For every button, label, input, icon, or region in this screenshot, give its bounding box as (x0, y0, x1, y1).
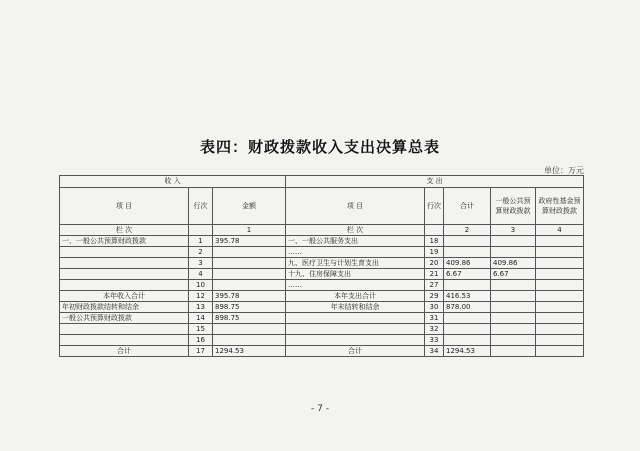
income-amount-cell (213, 280, 286, 291)
table-row (60, 280, 584, 291)
table-row (60, 313, 584, 324)
income-item-cell: 一、一般公共预算财政拨款 (60, 236, 189, 247)
expense-total-cell: 6.67 (444, 269, 491, 280)
gov-fund-cell (536, 258, 584, 269)
expense-item-cell: 一、一般公共服务支出 (286, 236, 425, 247)
gov-fund-cell (536, 324, 584, 335)
table-row (60, 291, 584, 302)
income-header: 收 入 (60, 176, 286, 188)
general-budget-cell (491, 291, 536, 302)
expense-item-header: 项 目 (286, 188, 425, 225)
general-budget-header: 一般公共预算财政拨款 (491, 188, 536, 225)
income-col-index-amount: 1 (213, 225, 286, 236)
income-col-index-label: 栏 次 (60, 225, 189, 236)
income-item-cell (60, 324, 189, 335)
page-number: - 7 - (311, 404, 329, 414)
general-budget-cell (491, 324, 536, 335)
income-amount-cell: 898.75 (213, 313, 286, 324)
expense-total-cell (444, 324, 491, 335)
table-row (60, 258, 584, 269)
expense-item-cell (286, 335, 425, 346)
expense-rowno-cell: 30 (425, 302, 444, 313)
table-title: 表四：财政拨款收入支出决算总表 (199, 138, 440, 156)
income-item-cell (60, 269, 189, 280)
income-col-index-blank (189, 225, 213, 236)
table-row (60, 302, 584, 313)
expense-header: 支 出 (286, 176, 584, 188)
income-item-header: 项 目 (60, 188, 189, 225)
expense-total-cell (444, 313, 491, 324)
gov-fund-cell (536, 302, 584, 313)
gov-fund-cell (536, 247, 584, 258)
income-rowno-cell: 2 (189, 247, 213, 258)
expense-total-cell: 878.00 (444, 302, 491, 313)
general-budget-cell (491, 280, 536, 291)
table-row (60, 335, 584, 346)
expense-rowno-cell: 27 (425, 280, 444, 291)
income-item-cell: 合计 (60, 346, 189, 357)
expense-item-cell: 九、医疗卫生与计划生育支出 (286, 258, 425, 269)
income-rowno-cell: 15 (189, 324, 213, 335)
expense-col-index-fund: 4 (536, 225, 584, 236)
income-item-cell (60, 280, 189, 291)
expense-item-cell: …… (286, 280, 425, 291)
expense-item-cell: 年末结转和结余 (286, 302, 425, 313)
income-rowno-cell: 3 (189, 258, 213, 269)
expense-col-index-total: 2 (444, 225, 491, 236)
expense-col-index-blank (425, 225, 444, 236)
expense-total-cell (444, 335, 491, 346)
gov-fund-cell (536, 291, 584, 302)
income-rowno-cell: 4 (189, 269, 213, 280)
expense-item-cell (286, 324, 425, 335)
expense-rowno-cell: 29 (425, 291, 444, 302)
header-row-columns (60, 188, 584, 225)
income-item-cell (60, 258, 189, 269)
expense-rowno-cell: 32 (425, 324, 444, 335)
gov-fund-cell (536, 335, 584, 346)
expense-item-cell: …… (286, 247, 425, 258)
header-row-top (60, 176, 584, 188)
expense-total-cell: 409.86 (444, 258, 491, 269)
gov-fund-cell (536, 280, 584, 291)
income-amount-cell (213, 269, 286, 280)
income-rowno-cell: 1 (189, 236, 213, 247)
general-budget-cell (491, 247, 536, 258)
table-row (60, 346, 584, 357)
expense-total-header: 合计 (444, 188, 491, 225)
general-budget-cell (491, 346, 536, 357)
expense-total-cell (444, 236, 491, 247)
income-rowno-cell: 12 (189, 291, 213, 302)
gov-fund-cell (536, 313, 584, 324)
income-amount-cell: 1294.53 (213, 346, 286, 357)
unit-label: 单位：万元 (544, 166, 584, 175)
income-amount-cell: 395.78 (213, 291, 286, 302)
income-item-cell: 本年收入合计 (60, 291, 189, 302)
expense-rowno-cell: 31 (425, 313, 444, 324)
expense-col-index-general: 3 (491, 225, 536, 236)
expense-rowno-cell: 34 (425, 346, 444, 357)
table-body (60, 236, 584, 357)
general-budget-cell: 409.86 (491, 258, 536, 269)
table-row (60, 247, 584, 258)
budget-summary-table (59, 175, 584, 357)
general-budget-cell (491, 236, 536, 247)
general-budget-cell (491, 313, 536, 324)
expense-rowno-cell: 21 (425, 269, 444, 280)
gov-fund-cell (536, 269, 584, 280)
table-row (60, 324, 584, 335)
gov-fund-header: 政府性基金预算财政拨款 (536, 188, 584, 225)
income-amount-cell (213, 258, 286, 269)
expense-total-cell: 416.53 (444, 291, 491, 302)
income-rowno-cell: 10 (189, 280, 213, 291)
expense-rowno-cell: 20 (425, 258, 444, 269)
income-rowno-cell: 14 (189, 313, 213, 324)
expense-item-cell: 十九、住房保障支出 (286, 269, 425, 280)
general-budget-cell (491, 302, 536, 313)
expense-rowno-header: 行次 (425, 188, 444, 225)
expense-total-cell: 1294.53 (444, 346, 491, 357)
expense-col-index-label: 栏 次 (286, 225, 425, 236)
expense-rowno-cell: 33 (425, 335, 444, 346)
income-amount-cell (213, 247, 286, 258)
general-budget-cell: 6.67 (491, 269, 536, 280)
income-amount-cell: 898.75 (213, 302, 286, 313)
income-item-cell: 年初财政拨款结转和结余 (60, 302, 189, 313)
expense-item-cell: 合计 (286, 346, 425, 357)
expense-item-cell: 本年支出合计 (286, 291, 425, 302)
gov-fund-cell (536, 236, 584, 247)
expense-item-cell (286, 313, 425, 324)
income-rowno-cell: 16 (189, 335, 213, 346)
income-rowno-header: 行次 (189, 188, 213, 225)
income-amount-cell (213, 324, 286, 335)
table-row (60, 269, 584, 280)
income-rowno-cell: 13 (189, 302, 213, 313)
table-row (60, 236, 584, 247)
income-amount-header: 金额 (213, 188, 286, 225)
income-rowno-cell: 17 (189, 346, 213, 357)
expense-total-cell (444, 247, 491, 258)
expense-total-cell (444, 280, 491, 291)
expense-rowno-cell: 18 (425, 236, 444, 247)
gov-fund-cell (536, 346, 584, 357)
income-item-cell (60, 247, 189, 258)
income-amount-cell (213, 335, 286, 346)
column-index-row (60, 225, 584, 236)
general-budget-cell (491, 335, 536, 346)
income-item-cell: 一般公共预算财政拨款 (60, 313, 189, 324)
income-amount-cell: 395.78 (213, 236, 286, 247)
income-item-cell (60, 335, 189, 346)
expense-rowno-cell: 19 (425, 247, 444, 258)
